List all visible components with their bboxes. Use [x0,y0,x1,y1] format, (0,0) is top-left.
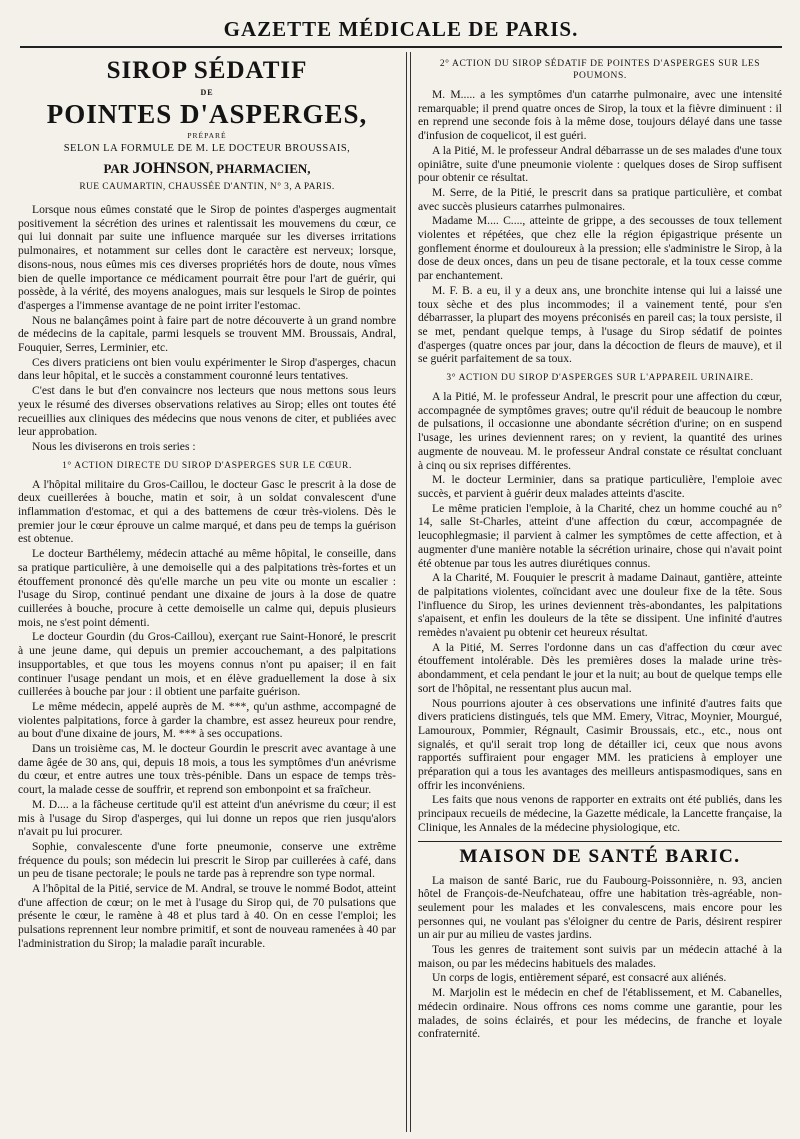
section-heading: 2° ACTION DU SIROP SÉDATIF DE POINTES D'ASPERGES SUR LES POUMONS. [439,59,761,81]
paragraph: A la Pitié, M. le professeur Andral débarrasse un de ses malades d'une toux opiniâtre, suite d'une pneumonie violente : quelques doses de Sirop suffisent pour obtenir ce résultat. [418,143,782,185]
paragraph: M. Serre, de la Pitié, le prescrit dans sa pratique particulière, et combat avec succès plusieurs catarrhes pulmonaires. [418,185,782,213]
right-column [418,52,782,1130]
paragraph: M. Marjolin est le médecin en chef de l'établissement, et M. Cabanelles, médecin ordinaire. Nous offrons ces noms comme une garantie, pour les malades, de soins éclairés, et pour les médecins, de franche et loyale confraternité. [418,986,782,1041]
paragraph: Madame M.... C...., atteinte de grippe, a des secousses de toux tellement violentes et répétées, que chez elle la région épigastrique présente un gonflement énorme et douloureux à la pression; elle s'administre le Sirop, à la dose de deux onces, dans un peu de tisane pectorale, et la toux cesse comme par enchantement. [418,214,782,283]
column-rule [406,52,408,1132]
paragraph: Sophie, convalescente d'une forte pneumonie, conserve une extrême fréquence du pouls; son médecin lui prescrit le Sirop par cuillerées à café, dans un peu de tisane pectorale; le pouls ne tarde pas à reprendre son type normal. [18,839,396,881]
paragraph: La maison de santé Baric, rue du Faubourg-Poissonnière, n. 93, ancien hôtel de François-de-Neufchateau, offre une habitation très-agréable, non-seulement pour les malades et les convalescens, mais encore pour les personnes qui, ne voulant pas s'éloigner du centre de Paris, désirent respirer un air pur au milieu de vastes jardins. [418,873,782,942]
column-rule [410,52,412,1132]
ad-title-de: DE [200,88,214,97]
paragraph: A l'hôpital militaire du Gros-Caillou, le docteur Gasc le prescrit à la dose de deux cueillerées à bouche, matin et soir, à un soldat convalescent d'une inflammation d'estomac, et qui a des battemens de cœur très-violens. Dès le premier jour le cœur éprouve un calme marqué, et dans peu de temps la guérison est obtenue. [18,477,396,546]
paragraph: Nous les diviserons en trois series : [32,439,196,453]
ad-prepare: PRÉPARÉ [187,131,227,140]
paragraph: Dans un troisième cas, M. le docteur Gourdin le prescrit avec avantage à une dame âgée de 30 ans, qui, depuis 18 mois, a tous les symptômes d'un anévrisme du cœur, et entre autres une toux très-pénible. Dans un espace de temps très-court, la malade cesse de souffrir, et reprend son embonpoint et sa fraîcheur. [18,742,396,797]
paragraph: Le docteur Barthélemy, médecin attaché au même hôpital, le conseille, dans sa pratique particulière, à une demoiselle qui a des palpitations très-fortes et un étouffement prononcé dès qu'elle marche un peu vite ou monte un escalier : l'usage du Sirop, continué pendant une dixaine de jours à la dose de quatre cuillerées à bouche, procure à cette demoiselle un calme qui, depuis plusieurs mois, ne s'est point démenti. [18,547,396,629]
paragraph: Lorsque nous eûmes constaté que le Sirop de pointes d'asperges augmentait positivement la sécrétion des urines et ralentissait les mouvemens du cœur, ce qui lui donnait par suite une influence marquée sur les diverses irritations pulmonaires, et notamment sur celles dont le caractère est nerveux; lorsque, disons-nous, nous eûmes mis ces diverses propriétés hors de doute, nous vîmes bien de quelle importance ce médicament pourrait être pour l'art de guérir, qui possède, à la vérité, des moyens analogues, mais sur lesquels le Sirop de pointes d'asperges a l'immense avantage de ne point irriter l'estomac. [18,203,396,312]
paragraph: M. D.... a la fâcheuse certitude qu'il est atteint d'un anévrisme du cœur; il est mis à l'usage du Sirop d'asperges, qui lui donne un repos que rien jusqu'alors n'avait pu lui procurer. [18,797,396,839]
paragraph: Le docteur Gourdin (du Gros-Caillou), exerçant rue Saint-Honoré, le prescrit à une jeune dame, qui depuis un premier accouchemant, a des palpitations insupportables, et que tous les moyens connus n'ont pu apaiser; il en fait continuer l'usage pendant un mois, et en élève graduellement la dose à six cuillerées à bouche par jour : il obtient une parfaite guérison. [18,630,396,699]
paragraph: Tous les genres de traitement sont suivis par un médecin attaché à la maison, ou par les médecins habituels des malades. [418,943,782,970]
ad-pharmacist-name: JOHNSON [132,160,210,177]
paragraph: A la Charité, M. Fouquier le prescrit à madame Dainaut, gantière, atteinte de palpitations violentes, coïncidant avec une douleur fixe de la tête. Sous l'influence du Sirop, les urines deviennent très-abondantes, les palpitations s'apaisent, et enfin les douleurs de la tête se dissipent. Une infinité d'autres remèdes n'avaient pu obtenir cet heureux résultat. [418,571,782,640]
ad-title-pointes: POINTES D'ASPERGES, [46,99,368,129]
paragraph: M. M..... a les symptômes d'un catarrhe pulmonaire, avec une intensité remarquable; il prend quatre onces de Sirop, la toux et la fièvre diminuent : il en reprend une seconde fois à la même dose, toujours délayé dans une tasse d'infusion de coquelicot, il est guéri. [418,88,782,143]
ad-par: PAR [103,161,130,176]
paragraph: Les faits que nous venons de rapporter en extraits ont été publiés, dans les principaux recueils de médecine, la Gazette médicale, la Lancette française, la Clinique, les Annales de la médecine physiologique, etc. [418,793,782,834]
paragraph: A la Pitié, M. le professeur Andral, le prescrit pour une affection du cœur, accompagnée de symptômes graves; outre qu'il réduit de beaucoup le nombre de pulsations, il occasionne une abondante sécrétion d'urine; on en suspend l'usage, les urines deviennent rares; on y revient, la quantité des urines augmente de nouveau. M. le professeur Andral constate ce résultat concluant à cinq ou six reprises différentes. [418,390,782,472]
paragraph: Le même médecin, appelé auprès de M. ***, qu'un asthme, accompagné de violentes palpitations, force à garder la chambre, est assez heureux pour rendre, au bout d'une dixaine de jours, M. *** à ses occupations. [18,699,396,741]
masthead-title: GAZETTE MÉDICALE DE PARIS. [20,12,782,48]
paragraph: Nous pourrions ajouter à ces observations une infinité d'autres faits que divers praticiens distingués, tels que MM. Emery, Vitrac, Moynier, Mourgué, Lamouroux, Pommier, Régnault, Casimir Broussais, etc., etc., nous ont signalés, et qu'il serait trop long de détailler ici, ceux que nous avons rapportés suffiraient pour engager MM. les praticiens à employer une préparation qui a tous les avantages des meilleurs antispasmodiques, sans en offrir les inconvéniens. [418,696,782,792]
ad-title-sirop: SIROP SÉDATIF [106,57,308,84]
ad-pharmacist-title: , PHARMACIEN, [209,161,311,176]
maison-heading: MAISON DE SANTÉ BARIC. [459,845,741,867]
ad-address: RUE CAUMARTIN, CHAUSSÉE D'ANTIN, N° 3, A PARIS. [79,182,335,192]
section-heading: 3° ACTION DU SIROP D'ASPERGES SUR L'APPAREIL URINAIRE. [446,373,754,384]
paragraph: A la Pitié, M. Serres l'ordonne dans un cas d'affection du cœur avec étouffement intolérable. Dès les premières doses la malade urine très-abondamment, et cela pendant le jour et la nuit; au bout de quelque temps elle sort de l'hôpital, ne ressentant plus aucun mal. [418,640,782,695]
section-divider [418,841,782,842]
paragraph: M. F. B. a eu, il y a deux ans, une bronchite intense qui lui a laissé une toux sèche et des plus incommodes; il a vainement tenté, pour s'en débarrasser, la plupart des moyens préconisés en pareil cas; la toux persiste, il se met, pendant quelque temps, à l'usage du Sirop sédatif de pointes d'asperges (quatre onces par jour, dans la décoction de fleurs de mauve), et il se guérit parfaitement de sa toux. [418,283,782,366]
paragraph: Un corps de logis, entièrement séparé, est consacré aux aliénés. [432,971,727,985]
paragraph: A l'hôpital de la Pitié, service de M. Andral, se trouve le nommé Bodot, atteint d'une affection de cœur; on le met à l'usage du Sirop qui, de 70 pulsations que présente le cœur, le ramène à 48 et plus tard à 40. On en cesse l'emploi; les pulsations reprennent leur nombre primitif, et sont de nouveau ramenées à 40 par l'administration du Sirop; la maladie paraît incurable. [18,882,396,950]
paragraph: Ces divers praticiens ont bien voulu expérimenter le Sirop d'asperges, chacun dans leur hôpital, et le succès a constamment couronné leurs tentatives. [18,355,396,383]
section-heading: 1° ACTION DIRECTE DU SIROP D'ASPERGES SUR LE CŒUR. [62,460,352,471]
paragraph: Le même praticien l'emploie, à la Charité, chez un homme couché au n° 14, salle St-Charles, atteint d'une affection du cœur, accompagnée de leucophlegmasie; il parvient à calmer les symptômes de cette affection, et à augmenter d'une manière notable la sécrétion urinaire, chose qui n'avait point été obtenue par tous les autres diurétiques connus. [418,501,782,570]
paragraph: C'est dans le but d'en convaincre nos lecteurs que nous mettons sous leurs yeux le résumé des diverses observations relatives au Sirop; elles ont toutes été recueillies aux cliniques des médecins que nous venons de citer, et publiées avec leur approbation. [18,384,396,439]
left-column [18,52,396,1130]
ad-byline [18,161,396,177]
paragraph: Nous ne balançâmes point à faire part de notre découverte à un grand nombre de médecins de la capitale, parmi lesquels se trouvent MM. Broussais, Andral, Fouquier, Serres, Lerminier, etc. [18,313,396,355]
ad-formule: SELON LA FORMULE DE M. LE DOCTEUR BROUSSAIS, [63,143,351,154]
paragraph: M. le docteur Lerminier, dans sa pratique particulière, l'emploie avec succès, et parvient à guérir deux malades atteints d'ascite. [418,473,782,500]
